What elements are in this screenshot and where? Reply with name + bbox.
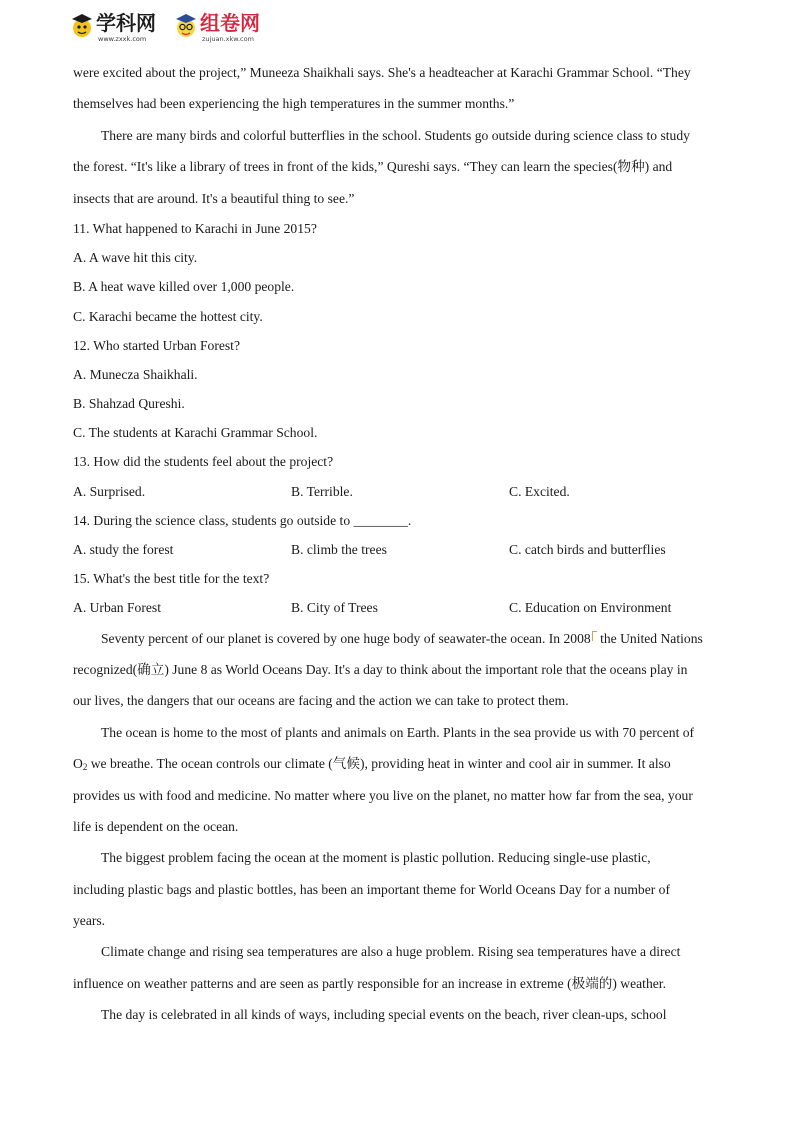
- text-span: Seventy percent of our planet is covered by one huge body of seawater-the ocean. In 2008: [101, 630, 591, 646]
- paragraph-line: There are many birds and colorful butterflies in the school. Students go outside during science class to study: [101, 127, 690, 143]
- question-14-stem: 14. During the science class, students go outside to ________.: [73, 512, 412, 528]
- paragraph-line: our lives, the dangers that our oceans are facing and the action we can take to protect them.: [73, 693, 569, 709]
- question-14-options: [73, 535, 733, 564]
- question-13-option-b[interactable]: B. Terrible.: [291, 483, 353, 499]
- paragraph-line: recognized(确立) June 8 as World Oceans Day. It's a day to think about the important role that the oceans play in: [73, 661, 688, 677]
- question-15-option-a[interactable]: A. Urban Forest: [73, 600, 161, 616]
- paragraph-line: years.: [73, 913, 106, 929]
- mascot-icon: [174, 12, 198, 42]
- paragraph-line: insects that are around. It's a beautiful thing to see.”: [73, 190, 355, 206]
- zujuan-logo-url: zujuan.xkw.com: [202, 35, 254, 43]
- question-13-options: [73, 477, 733, 506]
- question-12-option-a[interactable]: A. Munecza Shaikhali.: [73, 366, 198, 382]
- paragraph-line: [73, 748, 733, 779]
- paragraph-line: were excited about the project,” Muneeza Shaikhali says. She's a headteacher at Karachi Grammar School. “They: [73, 65, 691, 80]
- paragraph-line: influence on weather patterns and are seen as partly responsible for an increase in extreme (极端的) weather.: [73, 975, 666, 991]
- question-12-option-b[interactable]: B. Shahzad Qureshi.: [73, 396, 185, 412]
- question-13-option-c[interactable]: C. Excited.: [509, 483, 570, 499]
- zujuan-logo-name: 组卷网: [200, 11, 260, 35]
- paragraph-line: life is dependent on the ocean.: [73, 818, 239, 834]
- paragraph-line: themselves had been experiencing the high temperatures in the summer months.”: [73, 96, 515, 112]
- paragraph-line: Climate change and rising sea temperatures are also a huge problem. Rising sea temperatures have a direct: [101, 944, 681, 960]
- question-15-option-b[interactable]: B. City of Trees: [291, 600, 378, 616]
- question-12-option-c[interactable]: C. The students at Karachi Grammar School.: [73, 425, 318, 441]
- page-header: [70, 10, 330, 48]
- paragraph-line: The ocean is home to the most of plants and animals on Earth. Plants in the sea provide us with 70 percent of: [101, 724, 695, 740]
- question-13-option-a[interactable]: A. Surprised.: [73, 483, 146, 499]
- paragraph-line: including plastic bags and plastic bottles, has been an important theme for World Oceans Day for a number of: [73, 881, 670, 897]
- question-11-option-c[interactable]: C. Karachi became the hottest city.: [73, 308, 263, 324]
- question-15-stem: 15. What's the best title for the text?: [73, 571, 270, 587]
- question-15-option-c[interactable]: C. Education on Environment: [509, 600, 672, 616]
- paragraph-line: the forest. “It's like a library of trees in front of the kids,” Qureshi says. “They can learn the species(物种) and: [73, 159, 673, 175]
- document-body: [73, 57, 733, 1031]
- text-span: O: [73, 756, 83, 772]
- paragraph-line: [73, 623, 733, 654]
- zujuan-logo[interactable]: [174, 10, 274, 48]
- text-span: the United Nations: [596, 630, 703, 646]
- question-11-option-a[interactable]: A. A wave hit this city.: [73, 250, 198, 266]
- question-11-stem: 11. What happened to Karachi in June 2015?: [73, 220, 317, 236]
- zxxk-logo[interactable]: [70, 10, 170, 48]
- question-14-option-b[interactable]: B. climb the trees: [291, 542, 387, 558]
- mascot-icon: [70, 12, 94, 42]
- paragraph-line: provides us with food and medicine. No matter where you live on the planet, no matter how far from the sea, your: [73, 787, 693, 803]
- question-14-option-c[interactable]: C. catch birds and butterflies: [509, 542, 666, 558]
- text-span: we breathe. The ocean controls our climate (气候), providing heat in winter and cool air in summer. It also: [87, 756, 671, 772]
- question-14-option-a[interactable]: A. study the forest: [73, 542, 174, 558]
- subscript: 2: [82, 762, 88, 773]
- paragraph-line: The biggest problem facing the ocean at the moment is plastic pollution. Reducing single-use plastic,: [101, 850, 651, 866]
- question-13-stem: 13. How did the students feel about the project?: [73, 454, 334, 470]
- question-12-stem: 12. Who started Urban Forest?: [73, 337, 240, 353]
- zxxk-logo-name: 学科网: [96, 11, 156, 35]
- paragraph-line: The day is celebrated in all kinds of ways, including special events on the beach, river clean-ups, school: [101, 1007, 667, 1023]
- question-11-option-b[interactable]: B. A heat wave killed over 1,000 people.: [73, 279, 295, 295]
- question-15-options: [73, 593, 733, 622]
- zxxk-logo-url: www.zxxk.com: [98, 35, 147, 43]
